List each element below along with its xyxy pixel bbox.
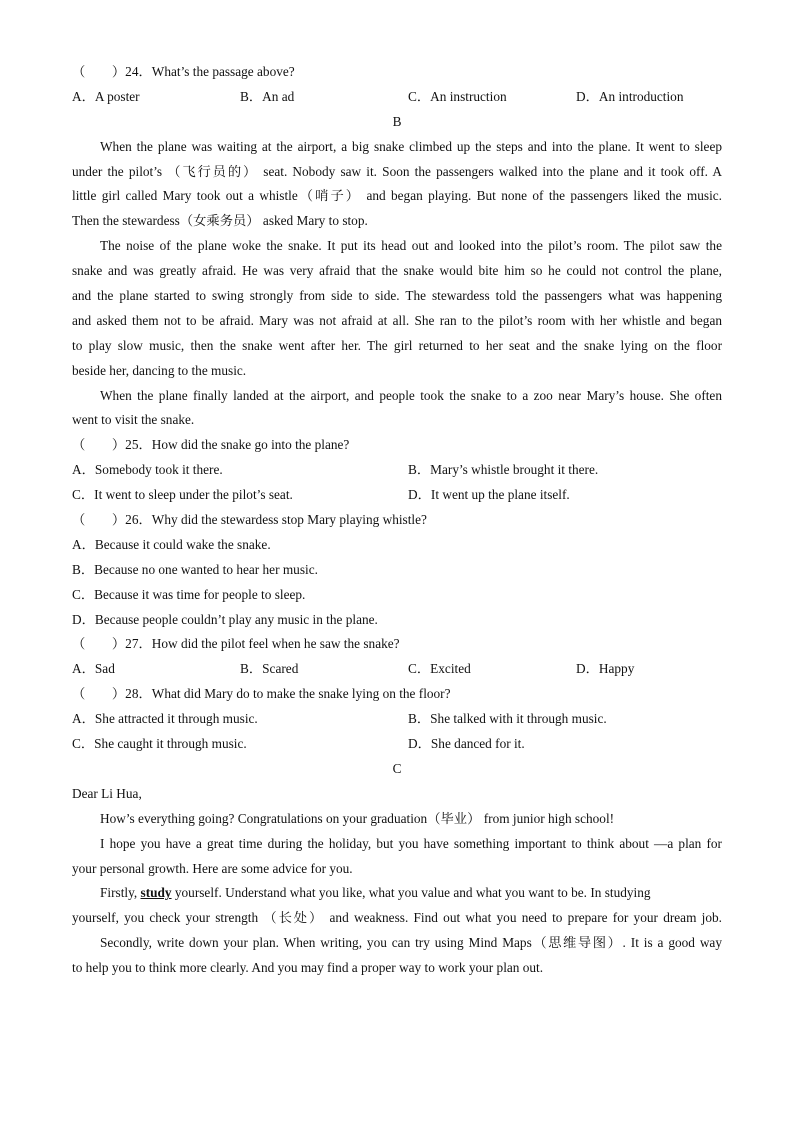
passage-b-line: beside her, dancing to the music. [72,362,247,378]
question-27-options [72,657,722,682]
letter-line: How’s everything going? Congratulations on your graduation（毕业） from junior high school! [100,810,615,826]
passage-b-line: When the plane finally landed at the airport, and people took the snake to a zoo near Mary’s house. She often [100,387,722,403]
underlined-word-study: study [140,885,172,901]
letter-line: I hope you have a great time during the holiday, but you have something important to think about —a plan for [100,835,722,851]
option-b[interactable]: B．Mary’s whistle brought it there. [408,462,599,478]
passage-b-line: to play slow music, then the snake went after her. The girl returned to her seat and the snake lying on the floor [72,337,722,353]
option-d[interactable]: D．Because people couldn’t play any music in the plane. [72,611,378,627]
question-28-options-row1 [72,707,722,732]
question-27-stem: （ ）27．How did the pilot feel when he saw the snake? [72,636,400,652]
section-b-label: B [392,113,402,129]
option-c[interactable]: C．An instruction [408,88,507,104]
passage-b-line: under the pilot’s （飞行员的） seat. Nobody saw it. Soon the passengers walked into the plane and it took off. A [72,163,722,179]
passage-b-line: snake and was greatly afraid. He was very afraid that the snake would bite him so he could not control the plane, [72,263,722,279]
letter-line [72,881,722,906]
question-26-stem: （ ）26．Why did the stewardess stop Mary playing whistle? [72,512,427,528]
question-24-options [72,85,722,110]
letter-line: to help you to think more clearly. And you may find a proper way to work your plan out. [72,960,544,976]
option-a[interactable]: A．Sad [72,661,115,677]
option-d[interactable]: D．She danced for it. [408,736,525,752]
question-25-options-row2 [72,483,722,508]
option-c[interactable]: C．Because it was time for people to sleep. [72,586,306,602]
passage-b-line: The noise of the plane woke the snake. It put its head out and looked into the pilot’s room. The pilot saw the [100,238,722,254]
option-a[interactable]: A．A poster [72,88,140,104]
option-d[interactable]: D．Happy [576,661,635,677]
exam-page [72,60,722,981]
passage-b-line: When the plane was waiting at the airport, a big snake climbed up the steps and into the plane. It went to sleep [100,138,722,154]
option-b[interactable]: B．Scared [240,661,299,677]
option-b[interactable]: B．Because no one wanted to hear her music. [72,561,318,577]
letter-text: Firstly, [100,885,141,901]
option-a[interactable]: A．Somebody took it there. [72,462,223,478]
option-c[interactable]: C．It went to sleep under the pilot’s seat. [72,487,293,503]
question-25-stem: （ ）25．How did the snake go into the plane? [72,437,350,453]
option-b[interactable]: B．She talked with it through music. [408,711,607,727]
question-28-options-row2 [72,732,722,757]
option-d[interactable]: D．It went up the plane itself. [408,487,570,503]
question-28-stem: （ ）28．What did Mary do to make the snake lying on the floor? [72,686,451,702]
passage-b-line: Then the stewardess（女乘务员） asked Mary to stop. [72,213,368,229]
passage-b-line: went to visit the snake. [72,412,195,428]
question-24-stem: （ ）24．What’s the passage above? [72,64,295,79]
option-b[interactable]: B．An ad [240,88,295,104]
option-c[interactable]: C．Excited [408,661,471,677]
passage-b-line: and the plane started to swing strongly from side to side. The stewardess told the passengers what was happening [72,288,722,304]
letter-line: your personal growth. Here are some advice for you. [72,860,353,876]
passage-b-line: and asked them not to be afraid. Mary was not afraid at all. She ran to the pilot’s room with her whistle and began [72,312,722,328]
letter-line: yourself, you check your strength （长处） and weakness. Find out what you need to prepare for your dream job. [72,910,722,926]
option-a[interactable]: A．Because it could wake the snake. [72,536,271,552]
letter-text: yourself. Understand what you like, what you value and what you want to be. In studying [171,885,651,901]
option-a[interactable]: A．She attracted it through music. [72,711,258,727]
option-c[interactable]: C．She caught it through music. [72,736,247,752]
section-c-label: C [392,760,402,776]
letter-greeting: Dear Li Hua, [72,785,142,801]
question-25-options-row1 [72,458,722,483]
letter-line: Secondly, write down your plan. When writing, you can try using Mind Maps（思维导图）. It is a good way [100,935,722,951]
passage-b-line: little girl called Mary took out a whistle（哨子） and began playing. But none of the passengers liked the music. [72,188,722,204]
option-d[interactable]: D．An introduction [576,88,684,104]
